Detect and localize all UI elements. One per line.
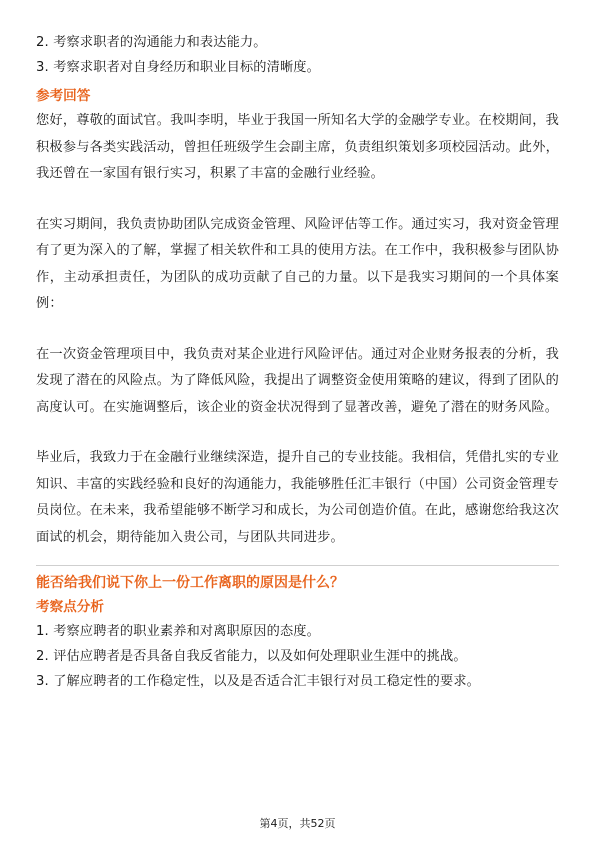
- list-item: 1. 考察应聘者的职业素养和对离职原因的态度。: [36, 624, 320, 639]
- list-item: 2. 考察求职者的沟通能力和表达能力。: [36, 35, 267, 50]
- section-divider: [36, 565, 559, 566]
- paragraph-gap: [36, 421, 559, 445]
- answer-paragraph: 您好，尊敬的面试官。我叫李明，毕业于我国一所知名大学的金融学专业。在校期间，我积极参与各类实践活动，曾担任班级学生会副主席，负责组织策划多项校园活动。此外，我还曾在一家国有银行实习，积累了丰富的金融行业经验。: [36, 113, 559, 181]
- answer-heading: 参考回答: [36, 88, 91, 104]
- page-number: 第4页，共52页: [259, 817, 336, 830]
- answer-paragraph: 在实习期间，我负责协助团队完成资金管理、风险评估等工作。通过实习，我对资金管理有了更为深入的了解，掌握了相关软件和工具的使用方法。在工作中，我积极参与团队协作，主动承担责任，为团队的成功贡献了自己的力量。以下是我实习期间的一个具体案例：: [36, 216, 559, 311]
- question-heading: 能否给我们说下你上一份工作离职的原因是什么？: [36, 575, 344, 591]
- analysis-heading: 考察点分析: [36, 599, 104, 615]
- list-item: 2. 评估应聘者是否具备自我反省能力，以及如何处理职业生涯中的挑战。: [36, 649, 467, 664]
- paragraph-gap: [36, 318, 559, 342]
- paragraph-gap: [36, 188, 559, 212]
- answer-paragraph: 在一次资金管理项目中，我负责对某企业进行风险评估。通过对企业财务报表的分析，我发现了潜在的风险点。为了降低风险，我提出了调整资金使用策略的建议，得到了团队的高度认可。在实施调整后，该企业的资金状况得到了显著改善，避免了潜在的财务风险。: [36, 346, 559, 415]
- answer-paragraph: 毕业后，我致力于在金融行业继续深造，提升自己的专业技能。我相信，凭借扎实的专业知识、丰富的实践经验和良好的沟通能力，我能够胜任汇丰银行（中国）公司资金管理专员岗位。在未来，我希望能够不断学习和成长，为公司创造价值。在此，感谢您给我这次面试的机会，期待能加入贵公司，与团队共同进步。: [36, 450, 559, 545]
- list-item: 3. 了解应聘者的工作稳定性，以及是否适合汇丰银行对员工稳定性的要求。: [36, 674, 481, 689]
- document-page: [36, 30, 559, 694]
- list-item: 3. 考察求职者对自身经历和职业目标的清晰度。: [36, 60, 320, 75]
